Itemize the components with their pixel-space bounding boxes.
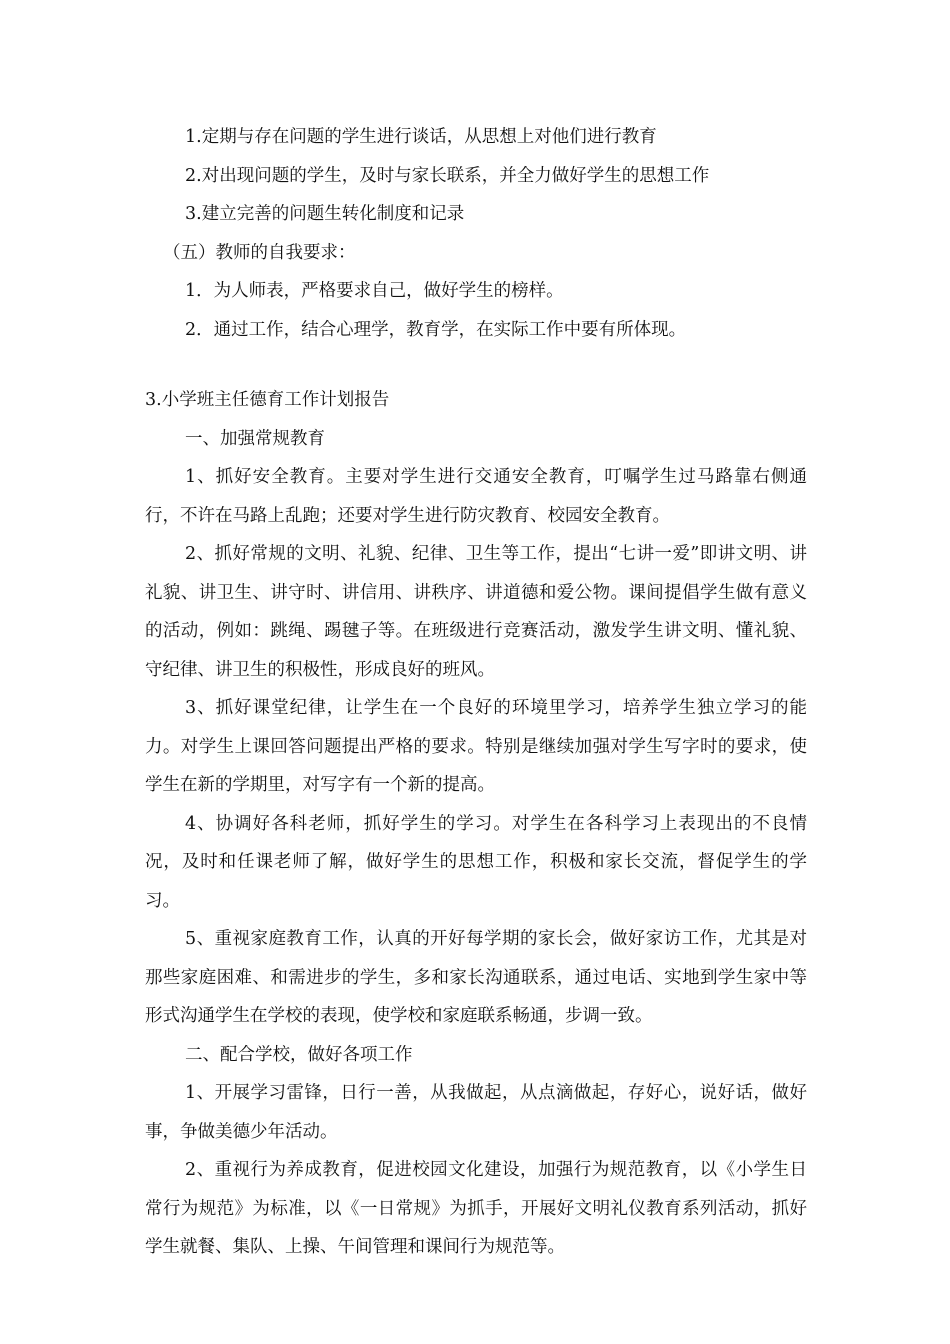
- part2-paragraph-1: 1、开展学习雷锋，日行一善，从我做起，从点滴做起，存好心，说好话，做好事，争做美德少年活动。: [145, 1083, 807, 1142]
- part1-paragraph-4: 4、协调好各科老师，抓好学生的学习。对学生在各科学习上表现出的不良情况，及时和任课老师了解，做好学生的思想工作，积极和家长交流，督促学生的学习。: [145, 813, 807, 911]
- document-body: [145, 118, 807, 1267]
- section-gap: [145, 349, 807, 381]
- part1-heading: 一、加强常规教育: [185, 428, 325, 449]
- top-item-3: 3.建立完善的问题生转化制度和记录: [185, 204, 465, 224]
- part2-heading: 二、配合学校，做好各项工作: [185, 1044, 413, 1065]
- part1-paragraph-5: 5、重视家庭教育工作，认真的开好每学期的家长会，做好家访工作，尤其是对那些家庭困难、和需进步的学生，多和家长沟通联系，通过电话、实地到学生家中等形式沟通学生在学校的表现，使学校和家庭联系畅通，步调一致。: [145, 929, 807, 1026]
- top-item-1: 1.定期与存在问题的学生进行谈话，从思想上对他们进行教育: [185, 127, 657, 147]
- section5-item-1: 1．为人师表，严格要求自己，做好学生的榜样。: [185, 281, 564, 301]
- section5-heading: （五）教师的自我要求：: [163, 242, 356, 263]
- top-item-2: 2.对出现问题的学生，及时与家长联系，并全力做好学生的思想工作: [185, 165, 710, 186]
- part1-paragraph-3: 3、抓好课堂纪律，让学生在一个良好的环境里学习，培养学生独立学习的能力。对学生上课回答问题提出严格的要求。特别是继续加强对学生写字时的要求，使学生在新的学期里，对写字有一个新的提高。: [145, 698, 807, 795]
- part2-paragraph-2: 2、重视行为养成教育，促进校园文化建设，加强行为规范教育，以《小学生日常行为规范》为标准，以《一日常规》为抓手，开展好文明礼仪教育系列活动，抓好学生就餐、集队、上操、午间管理和课间行为规范等。: [145, 1160, 807, 1257]
- report-title: 3.小学班主任德育工作计划报告: [145, 390, 390, 410]
- part1-paragraph-2: 2、抓好常规的文明、礼貌、纪律、卫生等工作，提出“七讲一爱”即讲文明、讲礼貌、讲卫生、讲守时、讲信用、讲秩序、讲道德和爱公物。课间提倡学生做有意义的活动，例如：跳绳、踢毽子等。在班级进行竞赛活动，激发学生讲文明、懂礼貌、守纪律、讲卫生的积极性，形成良好的班风。: [145, 544, 807, 680]
- section5-item-2: 2．通过工作，结合心理学，教育学，在实际工作中要有所体现。: [185, 319, 687, 340]
- part1-paragraph-1: 1、抓好安全教育。主要对学生进行交通安全教育，叮嘱学生过马路靠右侧通行，不许在马路上乱跑；还要对学生进行防灾教育、校园安全教育。: [145, 467, 807, 526]
